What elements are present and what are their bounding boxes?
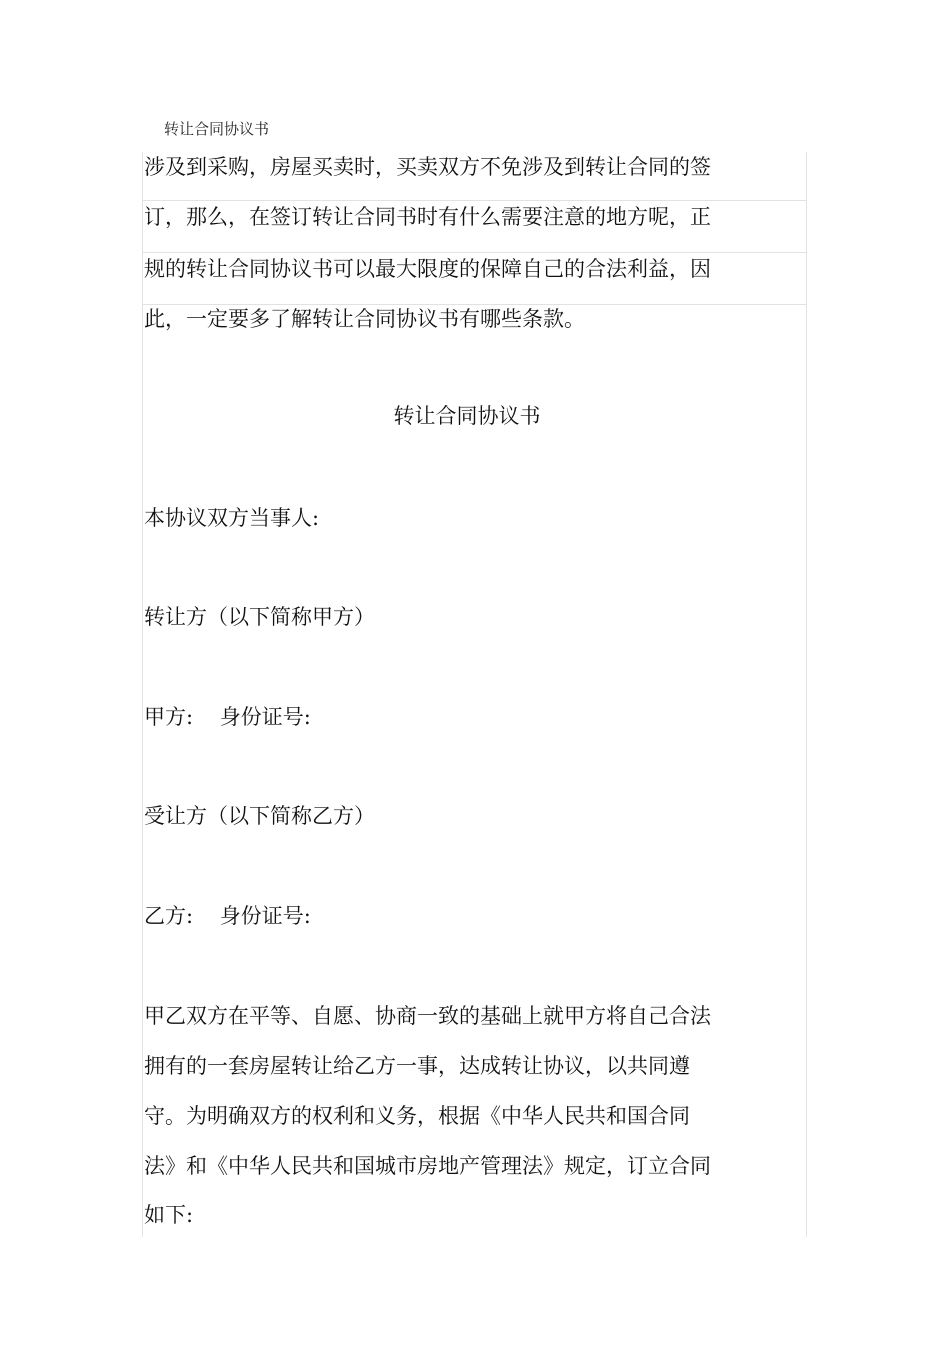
intro-line: 涉及到采购，房屋买卖时，买卖双方不免涉及到转让合同的签 bbox=[144, 155, 711, 179]
body-line: 拥有的一套房屋转让给乙方一事，达成转让协议，以共同遵 bbox=[144, 1054, 690, 1078]
parties-heading: 本协议双方当事人: bbox=[144, 506, 320, 530]
intro-line: 订，那么，在签订转让合同书时有什么需要注意的地方呢，正 bbox=[144, 205, 711, 229]
frame-line-horizontal bbox=[142, 252, 807, 253]
intro-line: 此，一定要多了解转让合同协议书有哪些条款。 bbox=[144, 307, 585, 331]
body-line: 法》和《中华人民共和国城市房地产管理法》规定，订立合同 bbox=[144, 1154, 711, 1178]
transferee-label: 受让方（以下简称乙方） bbox=[144, 804, 375, 828]
party-a-id-line: 甲方: 身份证号: bbox=[144, 705, 311, 729]
party-b-id-line: 乙方: 身份证号: bbox=[144, 904, 311, 928]
frame-line-left bbox=[142, 152, 143, 1237]
running-header: 转让合同协议书 bbox=[164, 120, 270, 138]
frame-line-right bbox=[806, 152, 807, 1237]
body-line: 甲乙双方在平等、自愿、协商一致的基础上就甲方将自己合法 bbox=[144, 1004, 711, 1028]
body-line: 如下: bbox=[144, 1203, 194, 1227]
frame-line-horizontal bbox=[142, 200, 807, 201]
document-title: 转让合同协议书 bbox=[393, 404, 541, 428]
transferor-label: 转让方（以下简称甲方） bbox=[144, 605, 375, 629]
intro-line: 规的转让合同协议书可以最大限度的保障自己的合法利益，因 bbox=[144, 257, 711, 281]
body-line: 守。为明确双方的权利和义务，根据《中华人民共和国合同 bbox=[144, 1104, 690, 1128]
